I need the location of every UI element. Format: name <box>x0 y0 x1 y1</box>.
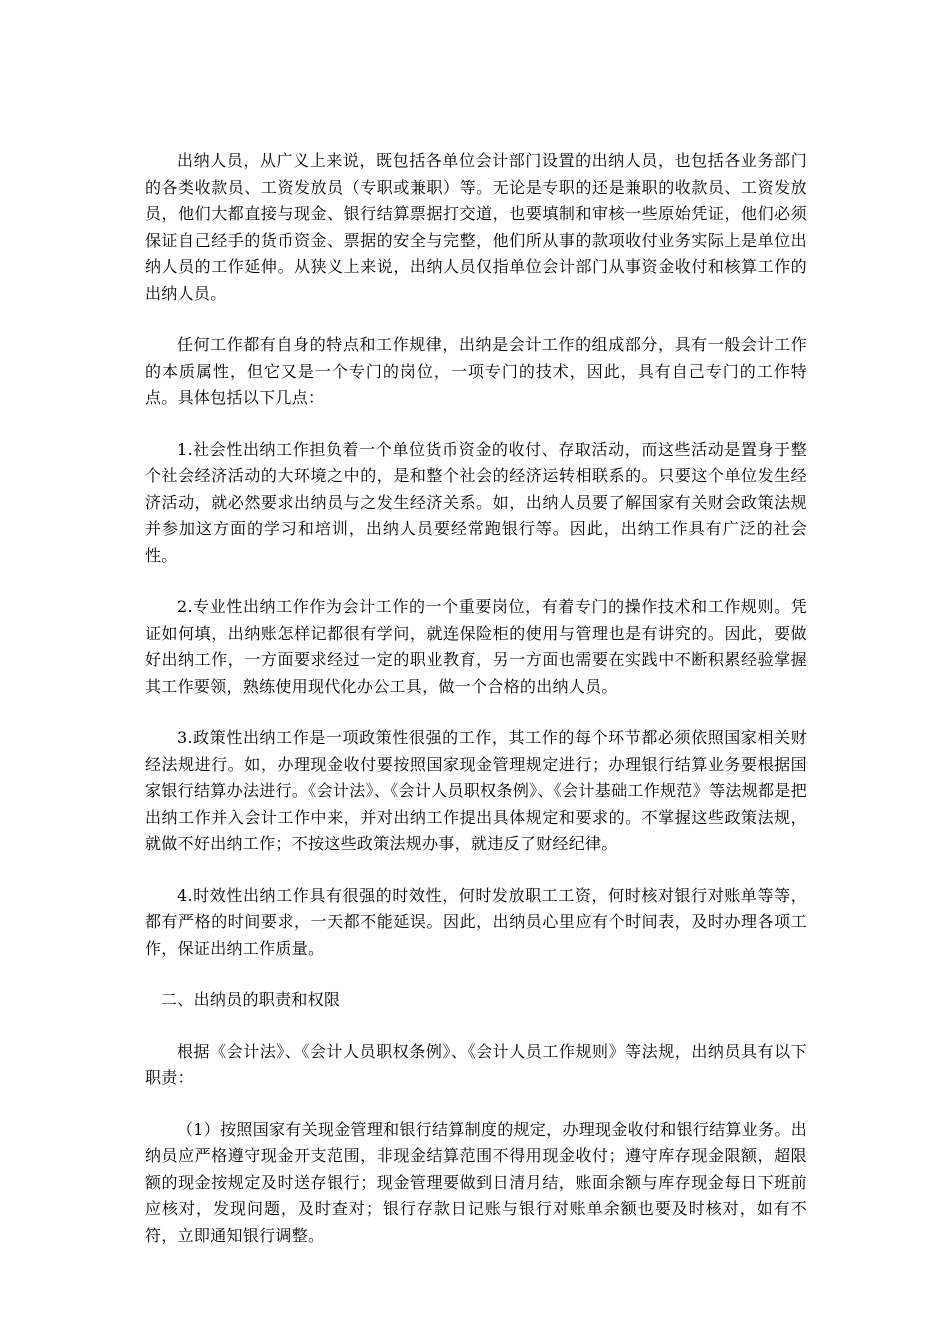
paragraph-work-characteristics: 任何工作都有自身的特点和工作规律，出纳是会计工作的组成部分，具有一般会计工作的本质属性，但它又是一个专门的岗位，一项专门的技术，因此，具有自己专门的工作特点。具体包括以下几点： <box>145 335 807 407</box>
paragraph-social-nature: 1.社会性出纳工作担负着一个单位货币资金的收付、存取活动，而这些活动是置身于整个社会经济活动的大环境之中的，是和整个社会的经济运转相联系的。只要这个单位发生经济活动，就必然要求出纳员与之发生经济关系。如，出纳人员要了解国家有关财会政策法规并参加这方面的学习和培训，出纳人员要经常跑银行等。因此，出纳工作具有广泛的社会性。 <box>145 439 807 565</box>
paragraph-timeliness: 4.时效性出纳工作具有很强的时效性，何时发放职工工资，何时核对银行对账单等等，都有严格的时间要求，一天都不能延误。因此，出纳员心里应有个时间表，及时办理各项工作，保证出纳工作质量。 <box>145 885 807 958</box>
paragraph-duty-1: （1）按照国家有关现金管理和银行结算制度的规定，办理现金收付和银行结算业务。出纳员应严格遵守现金开支范围，非现金结算范围不得用现金收付；遵守库存现金限额，超限额的现金按规定及时送存银行；现金管理要做到日清月结，账面余额与库存现金每日下班前应核对，发现问题，及时查对；银行存款日记账与银行对账单余额也要及时核对，如有不符，立即通知银行调整。 <box>145 1119 807 1245</box>
paragraph-policy-nature: 3.政策性出纳工作是一项政策性很强的工作，其工作的每个环节都必须依照国家相关财经法规进行。如，办理现金收付要按照国家现金管理规定进行；办理银行结算业务要根据国家银行结算办法进行。《会计法》、《会计人员职权条例》、《会计基础工作规范》等法规都是把出纳工作并入会计工作中来，并对出纳工作提出具体规定和要求的。不掌握这些政策法规，就做不好出纳工作；不按这些政策法规办事，就违反了财经纪律。 <box>145 728 807 853</box>
paragraph-cashier-definition: 出纳人员，从广义上来说，既包括各单位会计部门设置的出纳人员，也包括各业务部门的各类收款员、工资发放员（专职或兼职）等。无论是专职的还是兼职的收款员、工资发放员，他们大都直接与现金、银行结算票据打交道，也要填制和审核一些原始凭证，他们必须保证自己经手的货币资金、票据的安全与完整，他们所从事的款项收付业务实际上是单位出纳人员的工作延伸。从狭义上来说，出纳人员仅指单位会计部门从事资金收付和核算工作的出纳人员。 <box>145 151 807 303</box>
document-body <box>145 148 807 1274</box>
section-heading-duties: 二、出纳员的职责和权限 <box>161 990 341 1009</box>
paragraph-professional-nature: 2.专业性出纳工作作为会计工作的一个重要岗位，有着专门的操作技术和工作规则。凭证如何填，出纳账怎样记都很有学问，就连保险柜的使用与管理也是有讲究的。因此，要做好出纳工作，一方面要求经过一定的职业教育，另一方面也需要在实践中不断积累经验掌握其工作要领，熟练使用现代化办公工具，做一个合格的出纳人员。 <box>145 597 807 696</box>
paragraph-duties-intro: 根据《会计法》、《会计人员职权条例》、《会计人员工作规则》等法规，出纳员具有以下职责： <box>145 1041 807 1087</box>
